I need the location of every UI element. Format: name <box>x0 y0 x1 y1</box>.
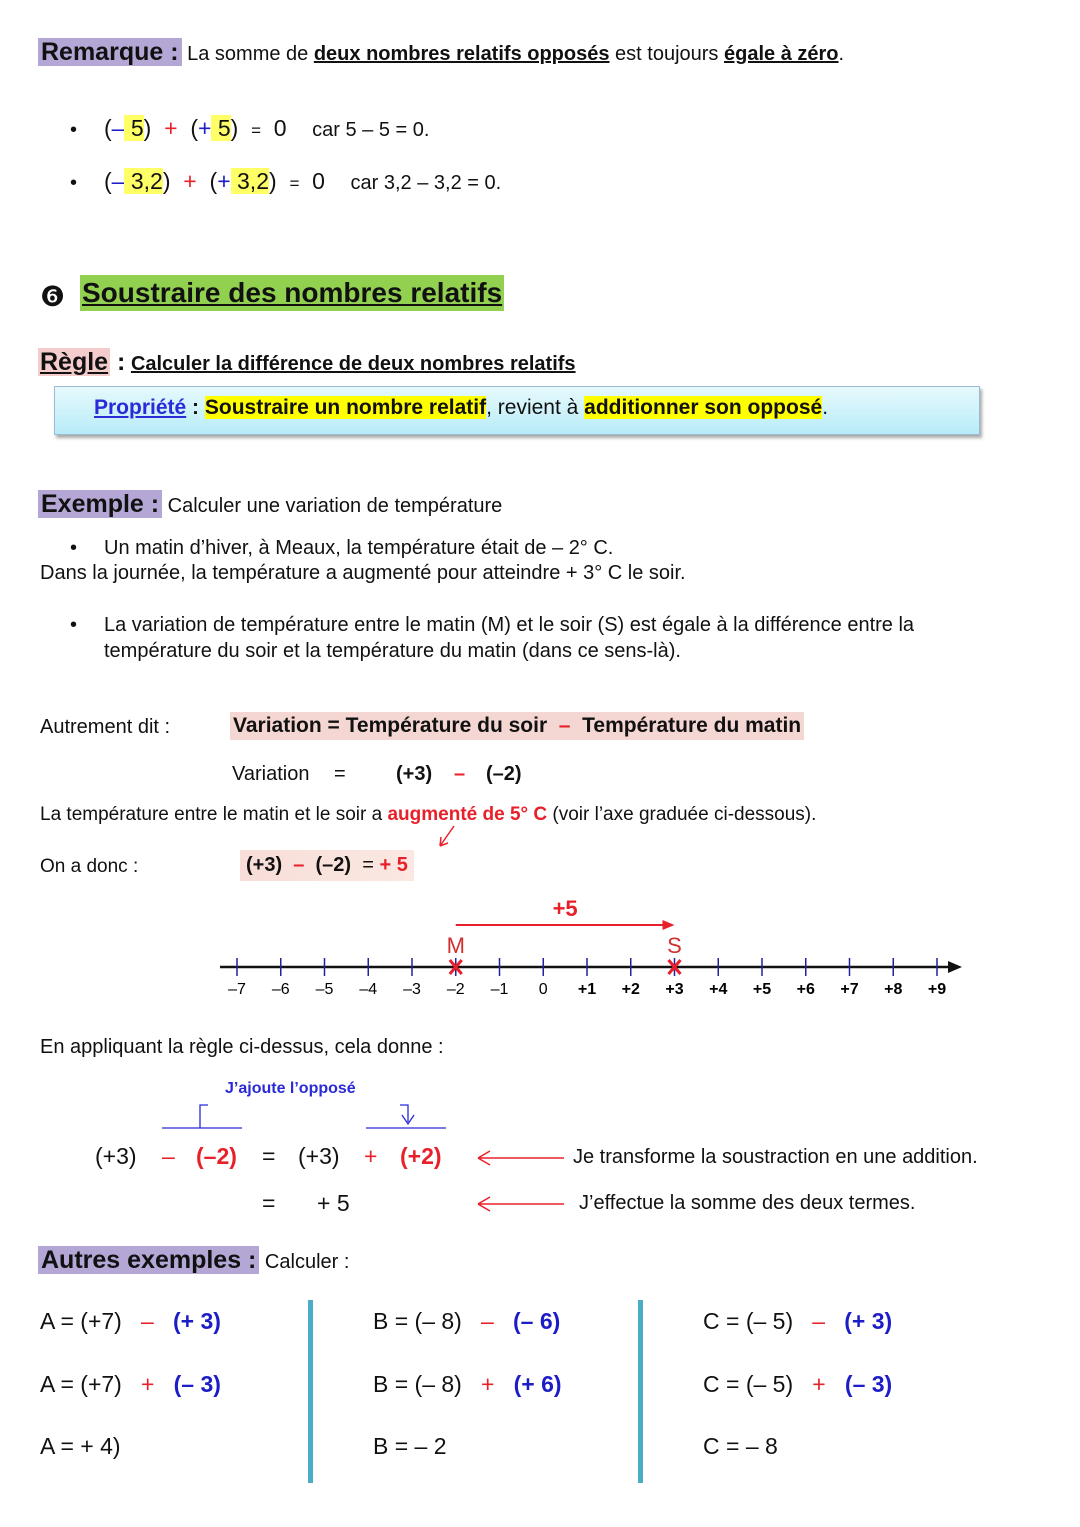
exercise-line <box>373 1371 562 1398</box>
t: + <box>198 115 212 141</box>
exemple-label: Exemple : <box>38 490 162 518</box>
text: Calculer une variation de température <box>162 495 503 517</box>
text: Un matin d’hiver, à Meaux, la température était de – 2° C. <box>104 537 614 559</box>
text: (–2) <box>486 763 522 785</box>
t: B = (– 8) <box>373 1371 462 1397</box>
donc-formula <box>240 850 414 881</box>
remarque-label: Remarque : <box>38 38 182 66</box>
t: ( <box>190 115 198 141</box>
text: (voir l’axe graduée ci-dessous). <box>547 804 817 825</box>
text: La variation de température entre le matin (M) et le soir (S) est égale à la différence entre la <box>104 614 915 636</box>
tick-label: +4 <box>709 981 728 998</box>
tick-label: +9 <box>927 981 947 998</box>
tick-label: 0 <box>538 981 548 998</box>
text: (–2) <box>315 854 352 876</box>
variation-formula <box>230 712 804 740</box>
divider <box>638 1300 643 1483</box>
colon: : <box>110 348 126 376</box>
t: – <box>812 1308 826 1334</box>
text: est toujours <box>609 43 724 65</box>
exercise-line <box>703 1308 892 1335</box>
text: (+3) <box>396 763 433 785</box>
tick-label: +3 <box>665 981 684 998</box>
exercise-line <box>373 1433 478 1460</box>
text: . <box>838 43 845 65</box>
t: – <box>481 1308 494 1334</box>
t: – <box>111 168 125 194</box>
red-arrow-icon <box>436 824 458 850</box>
text: En appliquant la règle ci-dessus, cela donne : <box>40 1036 444 1058</box>
t: + <box>481 1371 495 1397</box>
t: car 5 – 5 = 0. <box>312 119 430 141</box>
augmente-line <box>40 804 816 826</box>
tick-label: –5 <box>315 981 334 998</box>
t: A = + 4) <box>40 1433 121 1459</box>
text: (+3) <box>95 1143 137 1169</box>
text: augmenté de 5° C <box>387 804 548 825</box>
propriete-label: Propriété <box>94 396 187 419</box>
exercise-line <box>373 1308 560 1335</box>
t: ) <box>269 168 277 194</box>
document-page: Remarque : La somme de deux nombres relatifs opposés est toujours égale à zéro. • (– 5) + (+ 5) = 0 car 5 – 5 = 0. • (– 3,2) + (+ 3,2) = 0 car 3,2 – 3,2 = 0. ❻ Soustraire des nombres relatifs Règle : Calculer la différence de deux nombres relatifs Propriété : Soustraire un nombre relatif, revient à additionner son opposé. Exemple : Calculer une variation de température • Un matin d’hiver, à Meaux, la température était de – 2° C. Dans la journée, la température a augmenté pour atteindre + 3° C le soir. • La variation de température entre le matin (M) et le soir (S) est égale à la différence entre la température du soir et la température du matin (dans ce sens-là). Autrement dit : Variation = Température du soir – Température du matin Variation = (+3) – (–2) La température entre le matin et le soir a augmenté de 5° C (voir l’axe graduée ci-dessous). On a donc : (+3) – (–2) = + 5 –7 –6 –5 –4 –3 –2 –1 0 +1 +2 +3 +4 +5 +6 +7 +8 +9 M S +5 En appliquant la règle ci-dessus, cela donne : J’ajoute l’opposé (+3) – (–2) = (+3) + (+2) Je transforme la soustraction en une addition. = + 5 J’effectue la somme des deux termes. Autres exemples : Calculer : A = (+7) – (+ 3) A = (+7) + (– 3) A = + 4) B = (– 8) – (– 6) B = (– 8) + (+ 6) B = – 2 C = (– 5) – (+ 3) C = (– 5) + (– 3) C = – 8 <box>0 0 1080 1527</box>
t: C = (– 5) <box>703 1308 794 1334</box>
colon: : <box>186 396 205 419</box>
tick-label: –4 <box>359 981 378 998</box>
autres-label: Autres exemples : <box>38 1246 259 1274</box>
propriete-line <box>94 396 828 420</box>
t: ) <box>162 168 171 194</box>
autres-line <box>38 1246 349 1275</box>
divider <box>308 1300 313 1483</box>
text: température du soir et la température du matin (dans ce sens-là). <box>104 640 681 662</box>
text: Dans la journée, la température a augmenté pour atteindre + 3° C le soir. <box>40 562 686 584</box>
t: A = (+7) <box>40 1371 122 1397</box>
t: 0 <box>273 115 287 141</box>
t: (– 6) <box>513 1308 561 1334</box>
t: C = – 8 <box>703 1433 778 1459</box>
text: – <box>162 1143 175 1169</box>
exercise-line <box>703 1371 892 1398</box>
text: Calculer : <box>259 1251 350 1273</box>
text: – <box>293 854 305 876</box>
text: La température entre le matin et le soir a <box>40 804 388 825</box>
point-label: M <box>446 933 465 958</box>
t: car 3,2 – 3,2 = 0. <box>350 172 502 194</box>
remarque-line <box>38 38 844 67</box>
t: (– 3) <box>173 1371 221 1397</box>
text: (–2) <box>196 1143 237 1169</box>
text: (+3) <box>298 1143 340 1169</box>
opposite-example <box>104 115 429 142</box>
tick-label: +7 <box>840 981 859 998</box>
section-number: ❻ <box>40 281 66 312</box>
t: B = (– 8) <box>373 1308 462 1334</box>
t: B = – 2 <box>373 1433 447 1459</box>
text: + 5 <box>379 854 408 876</box>
tick-label: +8 <box>884 981 903 998</box>
t: + <box>141 1371 155 1397</box>
t: 3,2 <box>230 168 269 194</box>
text: , revient à <box>486 396 585 419</box>
text: On a donc : <box>40 856 139 877</box>
regle-line <box>38 348 576 377</box>
exercise-line <box>40 1308 221 1335</box>
t: + <box>183 168 197 194</box>
t: ) <box>143 115 152 141</box>
t: (+ 3) <box>844 1308 893 1334</box>
tick-label: –2 <box>446 981 465 998</box>
t: = <box>289 174 300 193</box>
text-bold: égale à zéro <box>724 43 839 65</box>
tick-label: +6 <box>796 981 815 998</box>
number-line <box>0 890 1080 1005</box>
exercise-line <box>40 1371 221 1398</box>
text: Variation = Température du soir <box>233 714 548 737</box>
text: La somme de <box>187 43 314 65</box>
tick-label: +5 <box>752 981 772 998</box>
point-label: S <box>667 933 682 958</box>
tick-label: –6 <box>271 981 290 998</box>
t: + <box>164 115 178 141</box>
text: Variation <box>232 763 310 785</box>
autrement-label: Autrement dit : <box>40 716 171 738</box>
text: = <box>262 1143 276 1169</box>
left-arrows-icon <box>474 1146 566 1216</box>
t: – <box>141 1308 154 1334</box>
t: ( <box>104 168 112 194</box>
t: C = (– 5) <box>703 1371 794 1397</box>
t: 0 <box>312 168 325 194</box>
t: ) <box>230 115 239 141</box>
text: Température du matin <box>582 714 802 737</box>
axis-arrow-icon <box>948 961 962 973</box>
text: – <box>454 763 466 785</box>
t: 3,2 <box>124 168 163 194</box>
exercise-line <box>703 1433 810 1460</box>
annotation: J’ajoute l’opposé <box>225 1080 356 1097</box>
tick-label: –1 <box>490 981 509 998</box>
text: . <box>822 396 829 419</box>
text-bold: deux nombres relatifs opposés <box>313 43 610 65</box>
t: + <box>217 168 231 194</box>
t: (+ 3) <box>172 1308 221 1334</box>
t: = <box>251 121 262 140</box>
t: (+ 6) <box>513 1371 562 1397</box>
arrowhead-icon <box>663 920 675 930</box>
section-title: Soustraire des nombres relatifs <box>80 275 504 311</box>
t: (– 3) <box>844 1371 893 1397</box>
t: 5 <box>124 115 144 141</box>
t: 5 <box>211 115 231 141</box>
text: + 5 <box>317 1190 350 1216</box>
text: additionner son opposé <box>584 396 823 419</box>
text: Soustraire un nombre relatif <box>204 396 487 419</box>
t: ( <box>104 115 112 141</box>
exercise-line <box>40 1433 153 1460</box>
text: = <box>362 854 374 876</box>
text: (+2) <box>400 1143 442 1169</box>
text: Je transforme la soustraction en une addition. <box>573 1146 978 1168</box>
text: = <box>334 763 346 785</box>
text: + <box>364 1143 378 1169</box>
exemple-line <box>38 490 502 519</box>
tick-label: +1 <box>577 981 597 998</box>
t: ( <box>209 168 218 194</box>
t: A = (+7) <box>40 1308 122 1334</box>
opposite-example <box>104 168 501 195</box>
t: – <box>111 115 125 141</box>
text: (+3) <box>246 854 283 876</box>
regle-text: Calculer la différence de deux nombres relatifs <box>130 353 576 375</box>
arrow-label: +5 <box>552 896 578 921</box>
tick-label: +2 <box>621 981 640 998</box>
tick-label: –7 <box>228 981 246 998</box>
tick-label: –3 <box>403 981 421 998</box>
text: J’effectue la somme des deux termes. <box>579 1192 916 1214</box>
regle-label: Règle <box>40 348 109 376</box>
minus: – <box>558 714 571 737</box>
bracket-arrows-icon <box>150 1100 460 1135</box>
t: + <box>812 1371 826 1397</box>
text: = <box>262 1190 276 1216</box>
